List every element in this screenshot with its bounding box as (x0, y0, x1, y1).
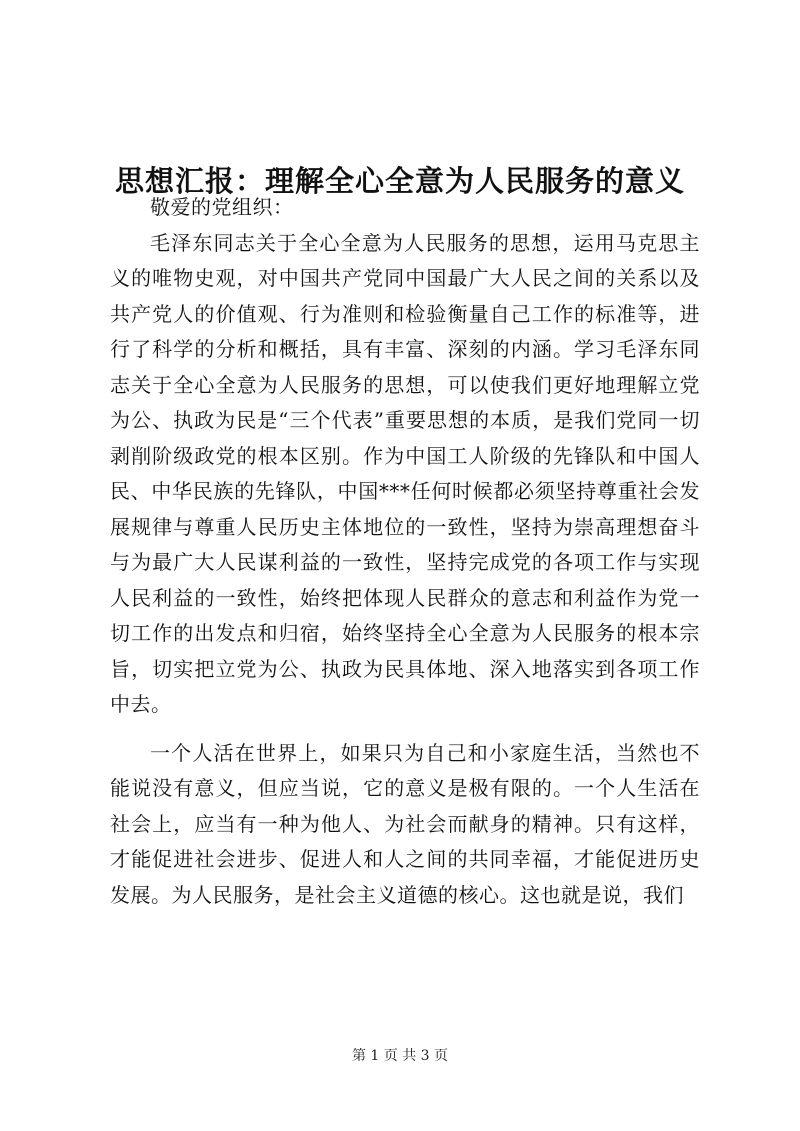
document-body (110, 190, 700, 913)
salutation: 敬爱的党组织： (150, 195, 294, 219)
body-paragraph-1: 毛泽东同志关于全心全意为人民服务的思想，运用马克思主义的唯物史观，对中国共产党同中国最广大人民之间的关系以及共产党人的价值观、行为准则和检验衡量自己工作的标准等，进行了科学的分析和概括，具有丰富、深刻的内涵。学习毛泽东同志关于全心全意为人民服务的思想，可以使我们更好地理解立党为公、执政为民是“三个代表”重要思想的本质，是我们党同一切剥削阶级政党的根本区别。作为中国工人阶级的先锋队和中国人民、中华民族的先锋队，中国***任何时候都必须坚持尊重社会发展规律与尊重人民历史主体地位的一致性，坚持为崇高理想奋斗与为最广大人民谋利益的一致性，坚持完成党的各项工作与实现人民利益的一致性，始终把体现人民群众的意志和利益作为党一切工作的出发点和归宿，始终坚持全心全意为人民服务的根本宗旨，切实把立党为公、执政为民具体地、深入地落实到各项工作中去。 (110, 230, 700, 716)
page-footer: 第 1 页 共 3 页 (351, 1048, 449, 1064)
body-paragraph-2: 一个人活在世界上，如果只为自己和小家庭生活，当然也不能说没有意义，但应当说，它的意义是极有限的。一个人生活在社会上，应当有一种为他人、为社会而献身的精神。只有这样，才能促进社会进步、促进人和人之间的共同幸福，才能促进历史发展。为人民服务，是社会主义道德的核心。这也就是说，我们 (110, 740, 700, 907)
document-title: 思想汇报：理解全心全意为人民服务的意义 (114, 164, 685, 199)
